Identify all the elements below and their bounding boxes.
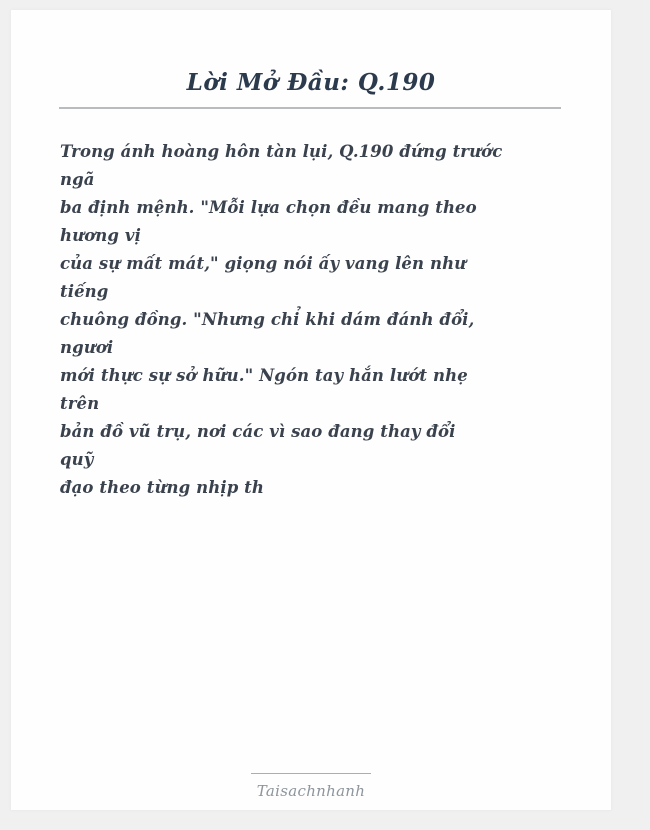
document-page <box>11 10 611 810</box>
footer-brand: Taisachnhanh <box>256 782 366 800</box>
body-text <box>60 138 562 502</box>
title-divider <box>59 107 561 109</box>
body-line: đạo theo từng nhịp th <box>60 478 264 497</box>
page-footer <box>11 773 611 802</box>
footer-divider <box>251 773 371 774</box>
body-line: hương vị <box>60 226 141 245</box>
page-title: Lời Mở Đầu: Q.190 <box>186 69 436 96</box>
body-line: chuông đồng. "Nhưng chỉ khi dám đánh đổi, <box>60 310 475 329</box>
body-line: ngươi <box>60 338 114 357</box>
body-line: Trong ánh hoàng hôn tàn lụi, Q.190 đứng trước <box>60 142 503 161</box>
body-line: của sự mất mát," giọng nói ấy vang lên như <box>60 254 467 273</box>
body-line: quỹ <box>60 450 94 469</box>
body-line: ngã <box>60 170 95 189</box>
body-line: bản đồ vũ trụ, nơi các vì sao đang thay đổi <box>60 422 456 441</box>
body-line: ba định mệnh. "Mỗi lựa chọn đều mang theo <box>60 198 477 217</box>
body-line: trên <box>60 394 100 413</box>
body-line: tiếng <box>60 282 109 301</box>
body-line: mới thực sự sở hữu." Ngón tay hắn lướt nhẹ <box>60 366 468 385</box>
